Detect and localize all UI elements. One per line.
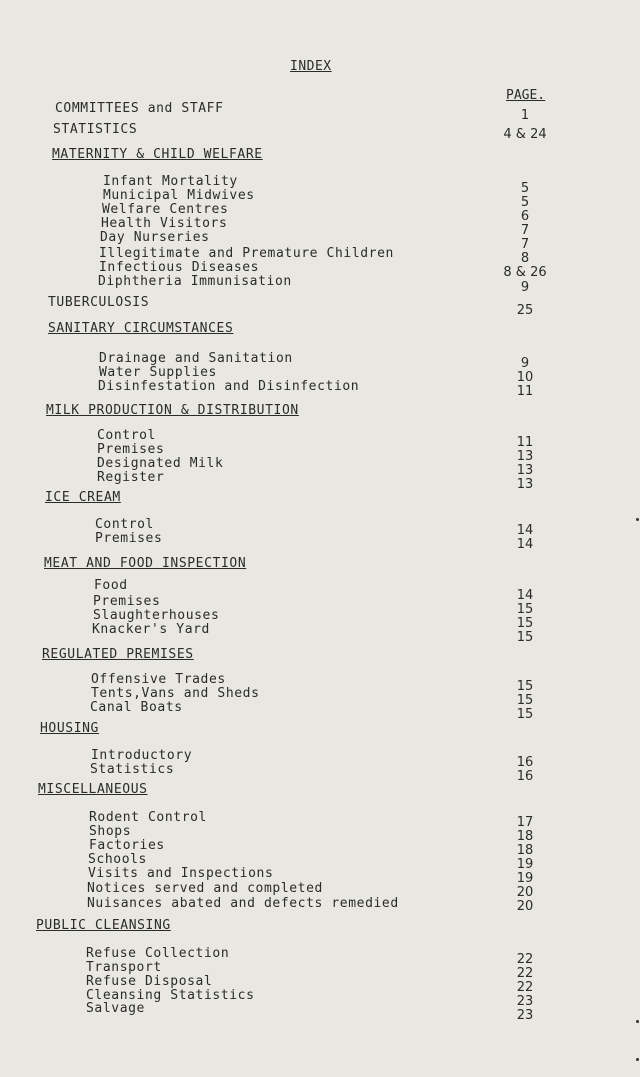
index-entry: Designated Milk xyxy=(97,456,224,471)
section-heading: HOUSING xyxy=(40,721,99,736)
page-number: 22 xyxy=(516,952,534,967)
index-entry: Premises xyxy=(93,594,161,609)
page-number: 15 xyxy=(516,679,534,694)
index-entry: Day Nurseries xyxy=(100,230,210,245)
section-heading: ICE CREAM xyxy=(45,490,121,505)
index-entry: Water Supplies xyxy=(99,365,217,380)
page-number: 13 xyxy=(516,463,534,478)
index-entry: Visits and Inspections xyxy=(88,866,274,881)
page-number: 15 xyxy=(516,630,534,645)
index-entry: Food xyxy=(94,578,128,593)
index-entry: Knacker's Yard xyxy=(92,622,210,637)
section-heading: MATERNITY & CHILD WELFARE xyxy=(52,147,263,162)
page-number: 20 xyxy=(516,899,534,914)
page-number: 8 xyxy=(520,251,530,266)
page-number: 15 xyxy=(516,707,534,722)
index-entry: Welfare Centres xyxy=(102,202,229,217)
index-entry: Register xyxy=(97,470,165,485)
page-number: 1 xyxy=(520,108,530,123)
page-number: 25 xyxy=(516,303,534,318)
page-number: 11 xyxy=(516,435,534,450)
page-title: INDEX xyxy=(290,59,332,74)
page-number: 16 xyxy=(516,755,534,770)
index-entry: Refuse Disposal xyxy=(86,974,213,989)
index-entry: Cleansing Statistics xyxy=(86,988,255,1003)
index-entry: Illegitimate and Premature Children xyxy=(99,246,394,261)
page-number: 20 xyxy=(516,885,534,900)
index-entry: Nuisances abated and defects remedied xyxy=(87,896,399,911)
section-heading: MISCELLANEOUS xyxy=(38,782,148,797)
index-entry: Infant Mortality xyxy=(103,174,238,189)
page-number: 15 xyxy=(516,693,534,708)
index-entry: Control xyxy=(97,428,156,443)
page-number: 5 xyxy=(520,181,530,196)
index-entry: Municipal Midwives xyxy=(103,188,255,203)
page-number: 6 xyxy=(520,209,530,224)
index-entry: Offensive Trades xyxy=(91,672,226,687)
section-heading: SANITARY CIRCUMSTANCES xyxy=(48,321,234,336)
edge-mark xyxy=(636,1020,639,1023)
section-heading: PUBLIC CLEANSING xyxy=(36,918,171,933)
index-entry: STATISTICS xyxy=(53,122,138,137)
index-entry: Refuse Collection xyxy=(86,946,230,961)
index-entry: Tents,Vans and Sheds xyxy=(91,686,260,701)
index-entry: Canal Boats xyxy=(90,700,183,715)
index-entry: Shops xyxy=(89,824,132,839)
page-number: 19 xyxy=(516,857,534,872)
page-number: 23 xyxy=(516,1008,534,1023)
section-heading: MILK PRODUCTION & DISTRIBUTION xyxy=(46,403,299,418)
page-number: 5 xyxy=(520,195,530,210)
page-column-header: PAGE. xyxy=(506,88,546,103)
index-entry: Schools xyxy=(88,852,147,867)
page-number: 4 & 24 xyxy=(503,127,547,142)
index-entry: Control xyxy=(95,517,154,532)
page-number: 8 & 26 xyxy=(503,265,547,280)
page-number: 23 xyxy=(516,994,534,1009)
page-number: 15 xyxy=(516,602,534,617)
page-number: 18 xyxy=(516,843,534,858)
page-number: 10 xyxy=(516,370,534,385)
page-number: 9 xyxy=(520,280,530,295)
page-number: 7 xyxy=(520,237,530,252)
page-number: 17 xyxy=(516,815,534,830)
index-entry: Drainage and Sanitation xyxy=(99,351,293,366)
page-number: 9 xyxy=(520,356,530,371)
index-entry: Statistics xyxy=(90,762,175,777)
page-number: 22 xyxy=(516,966,534,981)
index-entry: Transport xyxy=(86,960,162,975)
index-entry: Salvage xyxy=(86,1001,145,1016)
index-entry: Health Visitors xyxy=(101,216,228,231)
index-entry: COMMITTEES and STAFF xyxy=(55,101,224,116)
index-entry: Slaughterhouses xyxy=(93,608,220,623)
page-number: 18 xyxy=(516,829,534,844)
section-heading: MEAT AND FOOD INSPECTION xyxy=(44,556,247,571)
page-number: 11 xyxy=(516,384,534,399)
page-number: 16 xyxy=(516,769,534,784)
index-entry: Premises xyxy=(97,442,165,457)
page-number: 22 xyxy=(516,980,534,995)
index-entry: Premises xyxy=(95,531,163,546)
edge-mark xyxy=(636,518,639,521)
index-entry: Diphtheria Immunisation xyxy=(98,274,292,289)
section-heading: REGULATED PREMISES xyxy=(42,647,194,662)
page-number: 15 xyxy=(516,616,534,631)
index-entry: Rodent Control xyxy=(89,810,207,825)
page-number: 14 xyxy=(516,537,534,552)
index-entry: TUBERCULOSIS xyxy=(48,295,150,310)
page-number: 14 xyxy=(516,523,534,538)
index-entry: Disinfestation and Disinfection xyxy=(98,379,360,394)
page-number: 7 xyxy=(520,223,530,238)
page-number: 13 xyxy=(516,477,534,492)
index-entry: Factories xyxy=(89,838,165,853)
page-number: 13 xyxy=(516,449,534,464)
edge-mark xyxy=(636,1058,639,1061)
index-entry: Notices served and completed xyxy=(87,881,323,896)
index-entry: Introductory xyxy=(91,748,193,763)
index-entry: Infectious Diseases xyxy=(99,260,260,275)
page-number: 14 xyxy=(516,588,534,603)
page-number: 19 xyxy=(516,871,534,886)
